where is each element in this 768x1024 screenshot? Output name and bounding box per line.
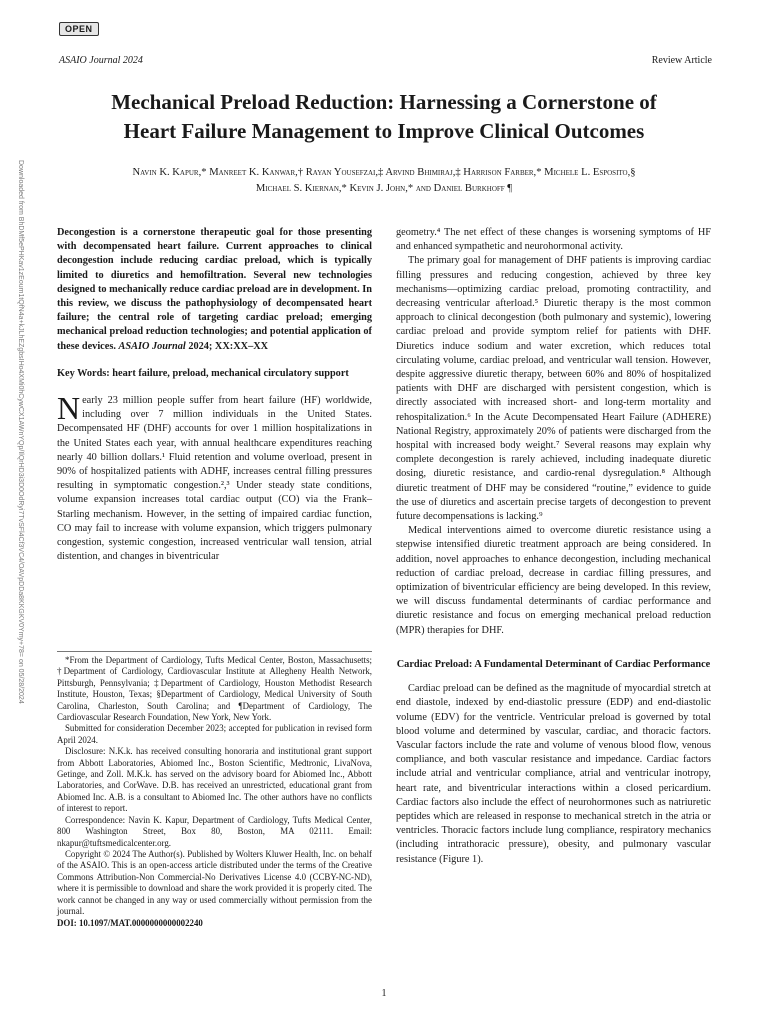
watermark-text: Downloaded from BhDMf5ePHKav1zEoum1tQfN4a+kJLhEZgbsIHo4XMi0hCywCX1AWnYQp/IlQrHD3i3D0OdRyi7TvSFl4Cf3VC4/OAVpDDa8KKGKV0Ymy+78= on 05/28/2024: [17, 160, 24, 704]
article-title: [50, 88, 718, 146]
journal-name: ASAIO Journal 2024: [59, 55, 143, 66]
article-type: Review Article: [651, 55, 712, 66]
abstract-citation-journal: ASAIO Journal: [118, 340, 186, 352]
body-paragraph: Medical interventions aimed to overcome diuretic resistance using a stepwise intensified diuretic treatment approach are being considered. In addition, novel approaches to enhance decongestion, including mechanical reduction of cardiac preload, decrease in cardiac filling pressures, and optimization of biventricular efficiency are being developed. In this review, we will discuss fundamental determinants of cardiac performance and diuretic resistance and focus on emerging mechanical preload reduction (MPR) therapies for DHF.: [396, 525, 711, 636]
drop-cap: N: [57, 390, 81, 427]
abstract: [57, 226, 372, 354]
left-column: [57, 226, 372, 564]
open-access-badge: OPEN: [59, 22, 99, 36]
abstract-citation-tail: 2024; XX:XX–XX: [188, 340, 269, 352]
title-line: Mechanical Preload Reduction: Harnessing a Cornerstone of: [111, 90, 657, 114]
right-body: [396, 226, 711, 867]
footnote-submission: Submitted for consideration December 2023; accepted for publication in revised form April 2024.: [57, 723, 372, 745]
footnote-disclosure: Disclosure: N.K.k. has received consulting honoraria and institutional grant support from Abbott Laboratories, Abiomed Inc., Boston Scientific, Medtronic, LivaNova, Getinge, and Zoll. M.K.k. has served on the advisory board for Abiomed Inc., Abbott Laboratories, and CorWave. D.B. has received an unrestricted, educational grant from Abiomed Inc. A.B. is a consultant to Abiomed Inc. The other authors have no conflicts of interest to report.: [57, 746, 372, 814]
footnotes: [57, 651, 372, 930]
footnote-affiliations: *From the Department of Cardiology, Tufts Medical Center, Boston, Massachusetts; †Department of Cardiology, Cardiovascular Institute at Allegheny Health Network, Pittsburgh, Pennsylvania; ‡Department of Cardiology, Houston Methodist Research Institute, Houston, Texas; §Department of Cardiology, Medical University of South Carolina, Charleston, South Carolina; and ¶Department of Cardiology, The Cardiovascular Research Foundation, New York, New York.: [57, 655, 372, 723]
author-list: [60, 165, 708, 197]
footnote-correspondence: Correspondence: Navin K. Kapur, Department of Cardiology, Tufts Medical Center, 800 Washington Street, Box 80, Boston, MA 02111. Email: nkapur@tuftsmedicalcenter.org.: [57, 814, 372, 848]
intro-paragraph-text: early 23 million people suffer from heart failure (HF) worldwide, including over 7 million individuals in the United States. Decompensated HF (DHF) accounts for over 1 million hospitalizations in the United States each year, with annual healthcare expenditures reaching nearly 40 billion dollars.¹ Fluid retention and volume overload, present in 90% of hospitalized patients with ADHF, increases central filling pressures resulting in symptomatic congestion.²,³ Under steady state conditions, volume expansion increases total cardiac output (CO) via the Frank–Starling mechanism. However, in the setting of impaired cardiac function, CO may fail to increase with volume expansion, which triggers pulmonary congestion, systemic congestion, increased ventricular wall tension, atrial distention, and changes in biventricular: [57, 395, 372, 563]
body-paragraph: geometry.⁴ The net effect of these changes is worsening symptoms of HF and enhanced sympathetic and neurohormonal activity.: [396, 227, 711, 253]
download-watermark: [14, 160, 24, 704]
intro-paragraph: [57, 390, 372, 564]
keywords: Key Words: heart failure, preload, mechanical circulatory support: [57, 367, 349, 379]
author-line: Navin K. Kapur,* Manreet K. Kanwar,† Rayan Yousefzai,‡ Arvind Bhimiraj,‡ Harrison Farber,* Michele L. Esposito,§: [132, 167, 636, 178]
right-column: [396, 226, 711, 867]
abstract-text: Decongestion is a cornerstone therapeutic goal for those presenting with decompensated heart failure. Current approaches to clinical decongestion include reducing cardiac preload, which is typically limited to diuretics and hemofiltration. Several new technologies designed to mechanically reduce cardiac preload are in development. In this review, we discuss the pathophysiology of decompensated heart failure; the central role of targeting cardiac preload; emerging mechanical preload reduction technologies; and potential application of these devices.: [57, 227, 372, 352]
footnote-copyright: Copyright © 2024 The Author(s). Published by Wolters Kluwer Health, Inc. on behalf of the ASAIO. This is an open-access article distributed under the terms of the Creative Commons Attribution-Non Commercial-No Derivatives License 4.0 (CCBY-NC-ND), where it is permissible to download and share the work provided it is properly cited. The work cannot be changed in any way or used commercially without permission from the journal.: [57, 848, 372, 916]
section-heading: Cardiac Preload: A Fundamental Determinant of Cardiac Performance: [396, 658, 711, 670]
intro-body: [57, 390, 372, 564]
doi[interactable]: DOI: 10.1097/MAT.0000000000002240: [57, 918, 203, 929]
author-line: Michael S. Kiernan,* Kevin J. John,* and Daniel Burkhoff ¶: [255, 183, 513, 194]
title-line: Heart Failure Management to Improve Clinical Outcomes: [123, 119, 645, 143]
page-number: 1: [381, 988, 387, 999]
section-paragraph: Cardiac preload can be defined as the magnitude of myocardial stretch at end diastole, indexed by end-diastolic pressure (EDP) and end-diastolic volume (EDV) for the ventricle. Ventricular preload is governed by total blood volume and determined by vascular, cardiac, and thoracic factors. Vascular factors include the rate and volume of venous blood flow, venous compliance, and both vascular resistance and impedance. Cardiac factors include atrial and ventricular compliance, atrial and ventricular inotropy, heart rate, and biventricular interactions within a closed pericardium. Cardiac factors also include the effect of neurohormones such as natriuretic peptides which are released in response to mechanical stretch in the atria or ventricles. Thoracic factors include lung compliance, respiratory mechanics (including intrathoracic pressure), obesity, and pulmonary vascular resistance (Figure 1).: [396, 683, 711, 865]
body-paragraph: The primary goal for management of DHF patients is improving cardiac filling pressures and reducing congestion, achieved by three key mechanisms—optimizing cardiac preload, promoting contractility, and decreasing ventricular afterload.⁵ Diuretic therapy is the most common approach to clinical decongestion (both pulmonary and systemic), lowering cardiac preload and provide symptom relief for patients with DHF. Diuretics induce sodium and water excretion, which reduces total circulating volume, cardiac preload, and ventricular wall tension. However, despite aggressive diuretic therapy, between 60% and 80% of hospitalized patients with DHF are discharged with persistent congestion, which is directly associated with increased short- and long-term mortality and rehospitalization.⁶ In the Acute Decompensated Heart Failure (ADHERE) National Registry, approximately 20% of patients were discharged from the hospital with increased body weight.⁷ Several reasons may explain why complete decongestion is rarely achieved, including inadequate diuretic dosing, diuretic resistance, and cardio-renal dysregulation.⁸ Although diuretic treatment of DHF may be considered “routine,” evidence to guide the use of diuretics and ascertain precise targets of decongestion to prevent future decompensations is lacking.⁹: [396, 255, 711, 523]
